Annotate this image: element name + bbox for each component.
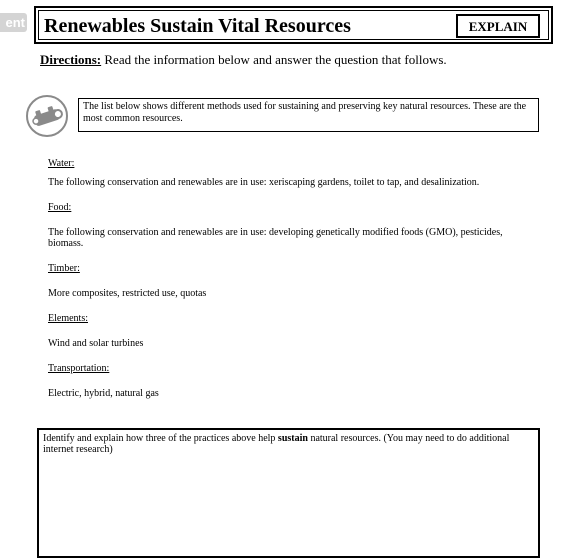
directions [40,52,447,68]
resource-list [48,158,528,399]
title-bar [34,6,553,44]
question-text-end: natural resources. (You may need to do additional internet research) [43,433,510,455]
question-emphasis: sustain [277,433,308,444]
section-text-elements: Wind and solar turbines [48,338,144,349]
section-label-elements: Elements: [48,313,88,324]
answer-box[interactable] [37,428,540,558]
side-tab-label: ent [5,15,25,30]
section-text-transportation: Electric, hybrid, natural gas [48,388,159,399]
section-text-water: The following conservation and renewables are in use: xeriscaping gardens, toilet to tap, and desalinization. [48,177,480,188]
title-inner-frame [38,10,549,40]
directions-label: Directions: [40,52,102,67]
section-label-water: Water: [48,158,75,169]
section-label-food: Food: [48,202,72,213]
side-tab[interactable] [0,13,27,32]
question-text-start: Identify and explain how three of the practices above help [43,433,278,444]
binoculars-icon [25,94,69,138]
directions-text: Read the information below and answer the question that follows. [104,52,447,67]
section-text-food: The following conservation and renewables are in use: developing genetically modified foods (GMO), pesticides, biomass. [48,227,503,249]
info-box [78,98,539,132]
info-text: The list below shows different methods used for sustaining and preserving key natural resources. These are the most common resources. [83,101,527,124]
explain-button[interactable]: EXPLAIN [456,14,540,38]
section-text-timber: More composites, restricted use, quotas [48,288,207,299]
section-label-timber: Timber: [48,263,80,274]
page-title: Renewables Sustain Vital Resources [44,15,351,37]
section-label-transportation: Transportation: [48,363,110,374]
